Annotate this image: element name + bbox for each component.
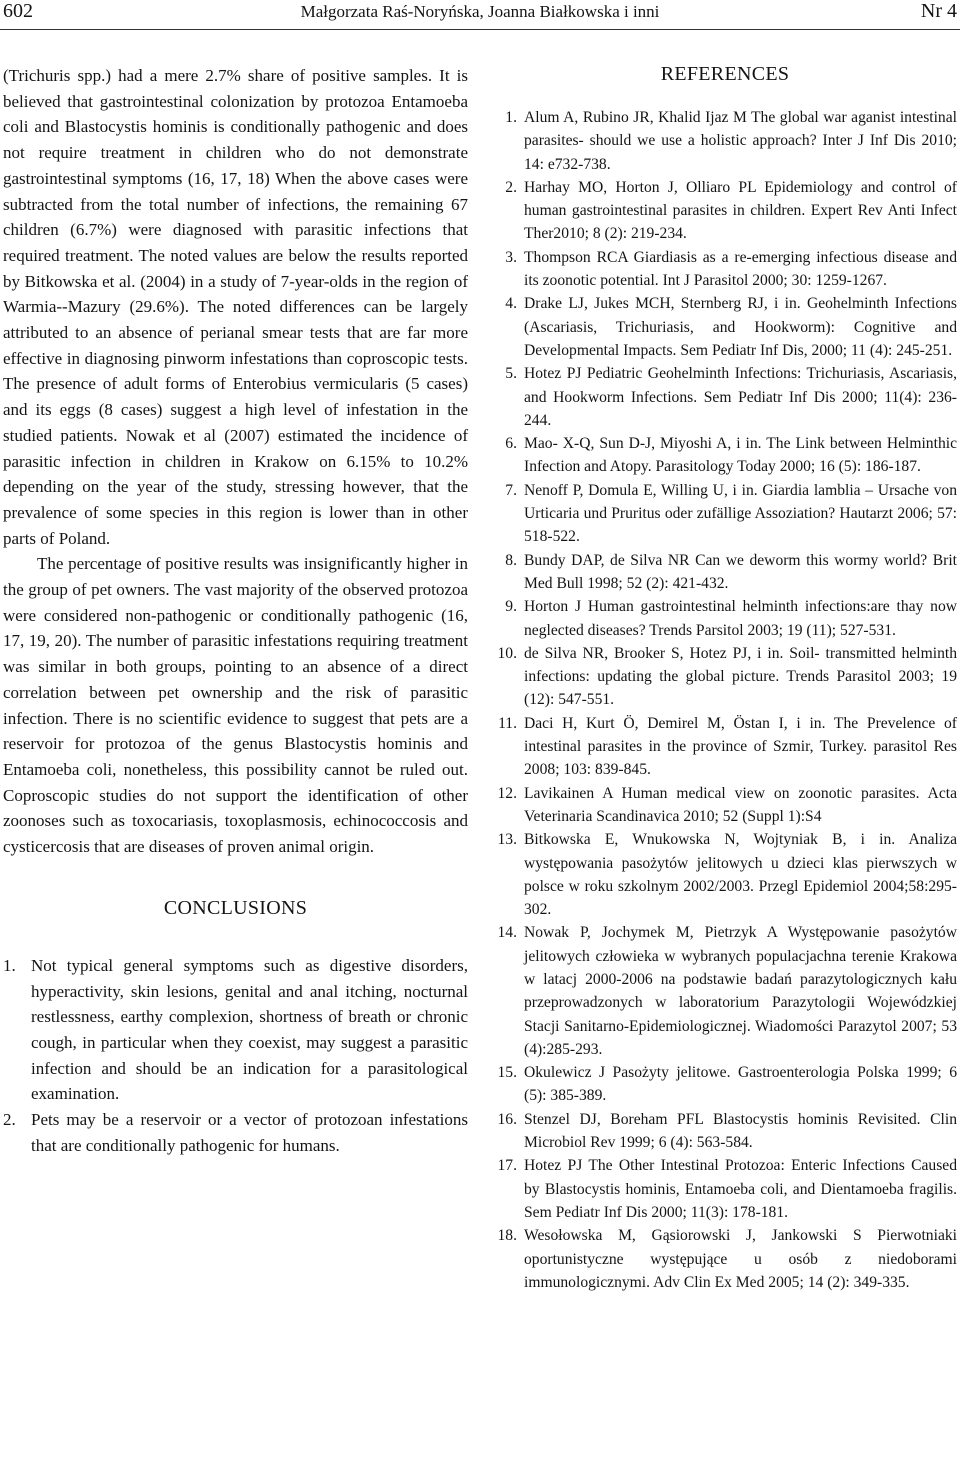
reference-number: 3.	[505, 248, 517, 266]
issue-number: Nr 4	[920, 0, 957, 22]
reference-text: Nowak P, Jochymek M, Pietrzyk A Występowanie pasożytów jelitowych człowieka w wybranych populacjachna terenie Krakowa w latacj 2000-2006 na podstawie badań parazytologicznych kału przeprowadzonych w laboratorium Parazytologii Wojewódzkiej Stacji Sanitarno-Epidemiologicznej. Wiadomości Parazytol 2007; 53 (4):285-293.	[524, 924, 957, 1058]
reference-item	[493, 782, 957, 829]
reference-text: Stenzel DJ, Boreham PFL Blastocystis hominis Revisited. Clin Microbiol Rev 1999; 6 (4): 563-584.	[524, 1110, 957, 1152]
reference-number: 18.	[497, 1227, 517, 1245]
discussion-text	[3, 63, 468, 860]
reference-number: 10.	[497, 644, 517, 662]
conclusions-heading: CONCLUSIONS	[163, 896, 308, 919]
reference-number: 6.	[505, 435, 517, 453]
reference-number: 17.	[497, 1157, 517, 1175]
reference-item	[493, 246, 957, 293]
reference-item	[493, 1108, 957, 1155]
reference-number: 2.	[505, 178, 517, 196]
reference-text: Lavikainen A Human medical view on zoonotic parasites. Acta Veterinaria Scandinavica 2010; 52 (Suppl 1):S4	[524, 784, 957, 825]
reference-number: 8.	[505, 551, 517, 569]
reference-number: 15.	[497, 1064, 517, 1082]
reference-text: Bundy DAP, de Silva NR Can we deworm this wormy world? Brit Med Bull 1998; 52 (2): 421-432.	[524, 551, 957, 592]
reference-number: 1.	[505, 109, 517, 126]
left-column	[3, 63, 468, 1158]
reference-text: Mao- X-Q, Sun D-J, Miyoshi A, i in. The Link between Helminthic Infection and Atopy. Parasitology Today 2000; 16 (5): 186-187.	[524, 435, 957, 476]
reference-item	[493, 549, 957, 596]
reference-text: Daci H, Kurt Ö, Demirel M, Östan I, i in. The Prevelence of intestinal parasites in the province of Szmir, Turkey. parasitol Res 2008; 103: 839-845.	[524, 714, 957, 779]
reference-text: de Silva NR, Brooker S, Hotez PJ, i in. Soil- transmitted helminth infections: updating the global picture. Trends Parasitol 2003; 19 (12): 547-551.	[524, 644, 957, 709]
reference-number: 7.	[505, 481, 517, 499]
conclusion-number: 1.	[3, 955, 16, 975]
reference-number: 14.	[497, 924, 517, 942]
body-paragraph: (Trichuris spp.) had a mere 2.7% share of positive samples. It is believed that gastrointestinal colonization by protozoa Entamoeba coli and Blastocystis hominis is conditionally pathogenic and does not require treatment in children who do not demonstrate gastrointestinal symptoms (16, 17, 18) When the above cases were subtracted from the total number of infections, the remaining 67 children (6.7%) were diagnosed with parasitic infections that required treatment. The noted values are below the results reported by Bitkowska et al. (2004) in a study of 7-year-olds in the region of Warmia--Mazury (29.6%). The noted differences can be largely attributed to an absence of perianal smear tests that are far more effective in diagnosing pinworm infestations than coproscopic tests. The presence of adult forms of Enterobius vermicularis (5 cases) and its eggs (8 cases) suggest a high level of infestation in the studied patients. Nowak et al (2007) estimated the incidence of parasitic infection in children in Krakow on 6.15% to 10.2% depending on the year of the study, stressing however, that the prevalence of some species in this region is lower than in other parts of Poland.	[3, 66, 468, 548]
reference-text: Bitkowska E, Wnukowska N, Wojtyniak B, i in. Analiza występowania pasożytów jelitowych u dzieci klas pierwszych w polsce w roku szkolnym 2002/2003. Przegl Epidemiol 2004;58:295-302.	[524, 831, 957, 919]
conclusion-item	[3, 1107, 468, 1158]
page-number: 602	[3, 0, 33, 22]
reference-item	[493, 479, 957, 549]
reference-item	[493, 712, 957, 782]
reference-item	[493, 828, 957, 921]
conclusions-list	[3, 953, 468, 1159]
reference-item	[493, 176, 957, 246]
reference-number: 16.	[497, 1110, 517, 1128]
reference-item	[493, 362, 957, 432]
reference-text: Hotez PJ The Other Intestinal Protozoa: Enteric Infections Caused by Blastocystis hominis, Entamoeba coli, and Dientamoeba fragilis. Sem Pediatr Inf Dis 2000; 11(3): 178-181.	[524, 1157, 957, 1221]
reference-item	[493, 432, 957, 479]
running-header-authors: Małgorzata Raś-Noryńska, Joanna Białkowska i inni	[300, 2, 660, 21]
right-column	[493, 63, 957, 1294]
reference-item	[493, 1224, 957, 1294]
conclusion-text: Pets may be a reservoir or a vector of protozoan infestations that are conditionally pathogenic for humans.	[31, 1110, 468, 1155]
conclusion-number: 2.	[3, 1110, 16, 1130]
body-paragraph: The percentage of positive results was insignificantly higher in the group of pet owners. The vast majority of the observed protozoa were considered non-pathogenic or conditionally pathogenic (16, 17, 19, 20). The number of parasitic infestations requiring treatment was similar in both groups, pointing to an absence of a direct correlation between pet ownership and the risk of parasitic infection. There is no scientific evidence to suggest that pets are a reservoir for protozoa of the genus Blastocystis hominis and Entamoeba coli, nonetheless, this possibility cannot be ruled out. Coproscopic studies do not support the identification of other zoonoses such as toxocariasis, toxoplasmosis, echinococcosis and cysticercosis that are diseases of proven animal origin.	[3, 554, 468, 857]
reference-number: 12.	[497, 784, 517, 802]
reference-text: Alum A, Rubino JR, Khalid Ijaz M The global war aganist intestinal parasites- should we use a holistic approach? Inter J Inf Dis 2010; 14: e732-738.	[524, 109, 957, 173]
reference-text: Okulewicz J Pasożyty jelitowe. Gastroenterologia Polska 1999; 6 (5): 385-389.	[524, 1064, 957, 1105]
conclusion-item	[3, 953, 468, 1107]
references-heading: REFERENCES	[660, 63, 790, 85]
reference-text: Nenoff P, Domula E, Willing U, i in. Giardia lamblia – Ursache von Urticaria und Pruritus oder zufällige Assoziation? Hautarzt 2006; 57: 518-522.	[524, 481, 957, 546]
reference-text: Wesołowska M, Gąsiorowski J, Jankowski S Pierwotniaki oportunistyczne występujące u osób z niedoborami immunologicznymi. Adv Clin Ex Med 2005; 14 (2): 349-335.	[524, 1227, 957, 1291]
reference-item	[493, 1154, 957, 1224]
reference-item	[493, 106, 957, 176]
reference-number: 13.	[497, 831, 517, 849]
reference-item	[493, 1061, 957, 1108]
header-rule	[0, 29, 960, 30]
reference-text: Thompson RCA Giardiasis as a re-emerging infectious disease and its zoonotic potential. Int J Parasitol 2000; 30: 1259-1267.	[524, 248, 957, 290]
reference-text: Hotez PJ Pediatric Geohelminth Infections: Trichuriasis, Ascariasis, and Hookworm Infections. Sem Pediatr Inf Dis 2000; 11(4): 236-244.	[524, 365, 957, 429]
reference-item	[493, 292, 957, 362]
reference-number: 5.	[505, 365, 517, 383]
reference-number: 9.	[505, 598, 517, 616]
reference-item	[493, 642, 957, 712]
references-list	[493, 106, 957, 1294]
reference-number: 4.	[505, 295, 517, 313]
reference-text: Harhay MO, Horton J, Olliaro PL Epidemiology and control of human gastrointestinal parasites in children. Expert Rev Anti Infect Ther2010; 8 (2): 219-234.	[524, 178, 957, 243]
running-header	[0, 0, 960, 30]
reference-item	[493, 921, 957, 1061]
reference-text: Drake LJ, Jukes MCH, Sternberg RJ, i in. Geohelminth Infections (Ascariasis, Trichuriasis, and Hookworm): Cognitive and Developmental Impacts. Sem Pediatr Inf Dis, 2000; 11 (4): 245-251.	[524, 295, 957, 359]
reference-item	[493, 595, 957, 642]
conclusion-text: Not typical general symptoms such as digestive disorders, hyperactivity, skin lesions, genital and anal itching, nocturnal restlessness, earthy complexion, shortness of breath or chronic cough, in particular when they coexist, may suggest a parasitic infection and should be an indication for a parasitological examination.	[31, 955, 468, 1104]
reference-number: 11.	[498, 714, 517, 732]
reference-text: Horton J Human gastrointestinal helminth infections:are thay now neglected diseases? Trends Parsitol 2003; 19 (11); 527-531.	[524, 598, 957, 639]
